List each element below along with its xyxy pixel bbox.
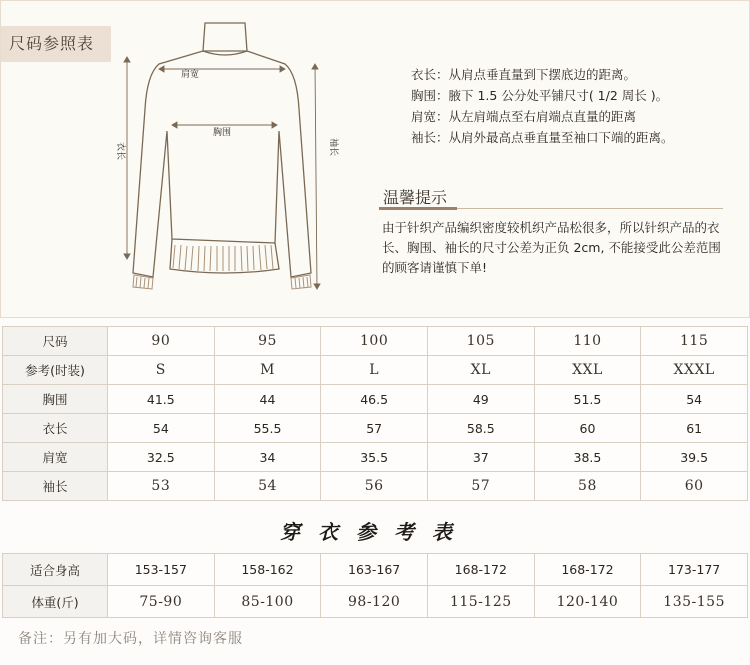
table-cell: 56 [321, 472, 428, 501]
table-cell: 46.5 [321, 385, 428, 414]
table-cell: 54 [108, 414, 215, 443]
table-row [3, 554, 748, 586]
definition-chest: 胸围：腋下 1.5 公分处平铺尺寸( 1/2 周长 )。 [411, 88, 669, 103]
length-label: 衣长 [115, 142, 125, 161]
table-cell: 75-90 [108, 586, 215, 618]
table-cell: S [108, 356, 215, 385]
table-cell: 100 [321, 327, 428, 356]
table-cell: 105 [427, 327, 534, 356]
table-cell: 57 [321, 414, 428, 443]
chest-label: 胸围 [213, 128, 232, 138]
table-cell: 57 [427, 472, 534, 501]
table-cell: 168-172 [534, 554, 641, 586]
definition-shoulder: 肩宽：从左肩端点至右肩端点直量的距离 [411, 109, 637, 124]
table-cell: 58.5 [427, 414, 534, 443]
tips-divider [379, 208, 723, 209]
row-header: 尺码 [3, 327, 108, 356]
table-cell: 120-140 [534, 586, 641, 618]
table-cell: 53 [108, 472, 215, 501]
row-header: 体重(斤) [3, 586, 108, 618]
table-row [3, 327, 748, 356]
size-table [2, 326, 748, 501]
table-cell: 135-155 [641, 586, 748, 618]
table-row [3, 356, 748, 385]
wear-reference-table [2, 553, 748, 618]
table-cell: 51.5 [534, 385, 641, 414]
table-cell: 168-172 [427, 554, 534, 586]
table-cell: 60 [534, 414, 641, 443]
table-cell: 61 [641, 414, 748, 443]
table-row [3, 586, 748, 618]
row-header: 适合身高 [3, 554, 108, 586]
size-chart-title: 尺码参照表 [1, 26, 111, 62]
table-cell: 58 [534, 472, 641, 501]
table-cell: 98-120 [321, 586, 428, 618]
table-row [3, 443, 748, 472]
table-cell: 34 [214, 443, 321, 472]
table-cell: 41.5 [108, 385, 215, 414]
table-cell: 38.5 [534, 443, 641, 472]
row-header: 参考(时装) [3, 356, 108, 385]
table-cell: 110 [534, 327, 641, 356]
row-header: 胸围 [3, 385, 108, 414]
table-cell: XL [427, 356, 534, 385]
table-cell: 32.5 [108, 443, 215, 472]
row-header: 袖长 [3, 472, 108, 501]
table-cell: 173-177 [641, 554, 748, 586]
table-row [3, 385, 748, 414]
table-cell: 158-162 [214, 554, 321, 586]
tips-title: 温馨提示 [383, 188, 448, 207]
table-cell: 54 [641, 385, 748, 414]
table-cell: 153-157 [108, 554, 215, 586]
measurement-panel [0, 0, 750, 318]
table-cell: XXL [534, 356, 641, 385]
wear-reference-title: 穿衣参考表 [280, 520, 470, 544]
table-cell: 54 [214, 472, 321, 501]
table-cell: M [214, 356, 321, 385]
table-cell: 60 [641, 472, 748, 501]
table-cell: 49 [427, 385, 534, 414]
table-cell: 163-167 [321, 554, 428, 586]
table-cell: 39.5 [641, 443, 748, 472]
row-header: 肩宽 [3, 443, 108, 472]
sleeve-label: 袖长 [328, 138, 338, 157]
tips-body: 由于针织产品编织密度较机织产品松很多，所以针织产品的衣长、胸围、袖长的尺寸公差为正负 2cm, 不能接受此公差范围的顾客请谨慎下单! [382, 220, 721, 275]
sweater-diagram [97, 19, 347, 304]
measurement-definitions [411, 64, 674, 148]
shoulder-label: 肩宽 [181, 70, 200, 80]
row-header: 衣长 [3, 414, 108, 443]
table-cell: 115-125 [427, 586, 534, 618]
definition-sleeve: 袖长：从肩外最高点垂直量至袖口下端的距离。 [411, 130, 674, 145]
table-cell: 95 [214, 327, 321, 356]
table-cell: 44 [214, 385, 321, 414]
definition-length: 衣长：从肩点垂直量到下摆底边的距离。 [411, 67, 637, 82]
table-cell: 55.5 [214, 414, 321, 443]
table-row [3, 472, 748, 501]
table-cell: 115 [641, 327, 748, 356]
table-cell: 37 [427, 443, 534, 472]
table-cell: 85-100 [214, 586, 321, 618]
table-cell: 35.5 [321, 443, 428, 472]
footnote: 备注：另有加大码，详情咨询客服 [18, 631, 243, 647]
table-cell: L [321, 356, 428, 385]
table-cell: 90 [108, 327, 215, 356]
table-row [3, 414, 748, 443]
table-cell: XXXL [641, 356, 748, 385]
